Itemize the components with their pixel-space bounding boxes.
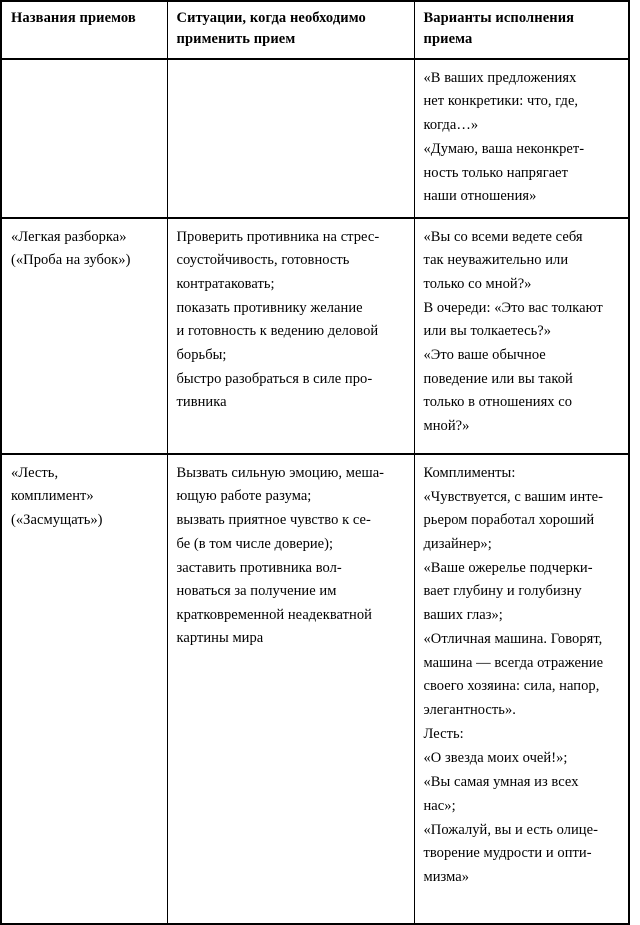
table-row — [1, 218, 629, 454]
header-line: применить прием — [176, 31, 296, 48]
text-line: дизайнер»; — [423, 535, 492, 552]
text-line: контратаковать; — [176, 275, 275, 292]
variant-label — [424, 462, 621, 485]
text-line: так неуважительно или — [423, 252, 569, 269]
situation-item — [177, 226, 406, 296]
text-line: быстро разобраться в силе про- — [176, 370, 373, 387]
text-line: вызвать приятное чувство к се- — [176, 512, 371, 529]
text-line: нас»; — [423, 797, 456, 814]
variant-item — [424, 486, 621, 556]
text-line: Вызвать сильную эмоцию, меша- — [176, 464, 385, 481]
text-line: комплимент» — [11, 488, 94, 505]
technique-name — [11, 226, 159, 273]
text-line: только со мной?» — [423, 275, 532, 292]
table-header-row — [1, 1, 629, 59]
text-line: кратковременной неадекватной — [176, 606, 372, 623]
situation-item — [177, 368, 406, 415]
cell-technique-name — [1, 59, 167, 218]
text-line: тивника — [176, 394, 227, 411]
situation-item — [177, 297, 406, 367]
text-line: своего хозяина: сила, напор, — [423, 678, 600, 695]
cell-technique-name — [1, 218, 167, 454]
text-line: «В ваших предложениях — [423, 69, 577, 86]
header-line: Названия приемов — [11, 10, 136, 26]
text-line: картины мира — [176, 630, 264, 647]
text-line: наши отношения» — [423, 188, 537, 205]
column-header-situations — [167, 1, 414, 59]
situation-item — [177, 557, 406, 651]
text-line: «Думаю, ваша неконкрет- — [423, 141, 585, 158]
text-line: «Вы со всеми ведете себя — [423, 228, 583, 245]
text-line: и готовность к ведению деловой — [176, 323, 379, 340]
variant-item — [424, 819, 621, 889]
text-line: «О звезда моих очей!»; — [423, 749, 568, 766]
variant-item — [424, 226, 621, 296]
text-line: ющую работе разума; — [176, 488, 312, 505]
text-line: заставить противника вол- — [176, 559, 342, 576]
text-line: вает глубину и голубизну — [423, 583, 582, 600]
text-line: «Пожалуй, вы и есть олице- — [423, 821, 598, 838]
text-line: творение мудрости и опти- — [423, 845, 592, 862]
text-line: В очереди: «Это вас толкают — [423, 299, 603, 316]
variant-item — [424, 628, 621, 722]
variant-item — [424, 67, 621, 137]
text-line: «Легкая разборка» — [11, 228, 127, 245]
text-line: когда…» — [423, 116, 479, 133]
text-line: бе (в том числе доверие); — [176, 535, 334, 552]
text-line: или вы толкаетесь?» — [423, 323, 552, 340]
text-line: ность только напрягает — [423, 164, 569, 181]
table-row — [1, 454, 629, 924]
text-line: «Лесть, — [11, 464, 59, 481]
variant-item — [424, 557, 621, 627]
cell-situation — [167, 218, 414, 454]
variant-item — [424, 138, 621, 208]
text-line: мизма» — [423, 868, 470, 885]
cell-situation — [167, 454, 414, 924]
text-line: поведение или вы такой — [423, 370, 573, 387]
variant-item — [424, 747, 621, 770]
text-line: «Отличная машина. Говорят, — [423, 631, 603, 648]
text-line: машина — всегда отражение — [423, 654, 604, 671]
text-line: «Вы самая умная из всех — [423, 774, 579, 791]
text-line: «Ваше ожерелье подчерки- — [423, 559, 593, 576]
text-line: Комплименты: — [423, 464, 516, 481]
text-line: Лесть: — [423, 725, 464, 742]
text-line: только в отношениях со — [423, 394, 573, 411]
column-header-variants — [414, 1, 629, 59]
text-line: рьером поработал хороший — [423, 512, 595, 529]
text-line: («Засмущать») — [11, 511, 103, 528]
header-line: Варианты исполнения — [423, 10, 575, 26]
cell-variants — [414, 218, 629, 454]
text-line: новаться за получение им — [176, 583, 337, 600]
cell-technique-name — [1, 454, 167, 924]
text-line: борьбы; — [176, 346, 227, 363]
column-header-technique-names — [1, 1, 167, 59]
text-line: Проверить противника на стрес- — [176, 228, 380, 245]
situation-item — [177, 462, 406, 509]
variant-label — [424, 723, 621, 746]
text-line: ваших глаз»; — [423, 606, 503, 623]
header-line: приема — [423, 31, 473, 48]
situation-item — [177, 509, 406, 556]
text-line: нет конкретики: что, где, — [423, 93, 579, 110]
cell-variants — [414, 454, 629, 924]
text-line: элегантность». — [423, 701, 516, 718]
text-line: «Это ваше обычное — [423, 347, 546, 364]
table-row — [1, 59, 629, 218]
text-line: мной?» — [423, 417, 470, 434]
header-line: Ситуации, когда необходимо — [176, 10, 366, 26]
text-line: «Чувствуется, с вашим инте- — [423, 488, 604, 505]
text-line: соустойчивость, готовность — [176, 252, 350, 269]
cell-variants — [414, 59, 629, 218]
text-line: показать противнику желание — [176, 299, 363, 316]
variant-item — [424, 297, 621, 344]
variant-item — [424, 771, 621, 818]
text-line: («Проба на зубок») — [11, 252, 131, 269]
technique-name — [11, 462, 159, 532]
cell-situation — [167, 59, 414, 218]
variant-item — [424, 344, 621, 438]
